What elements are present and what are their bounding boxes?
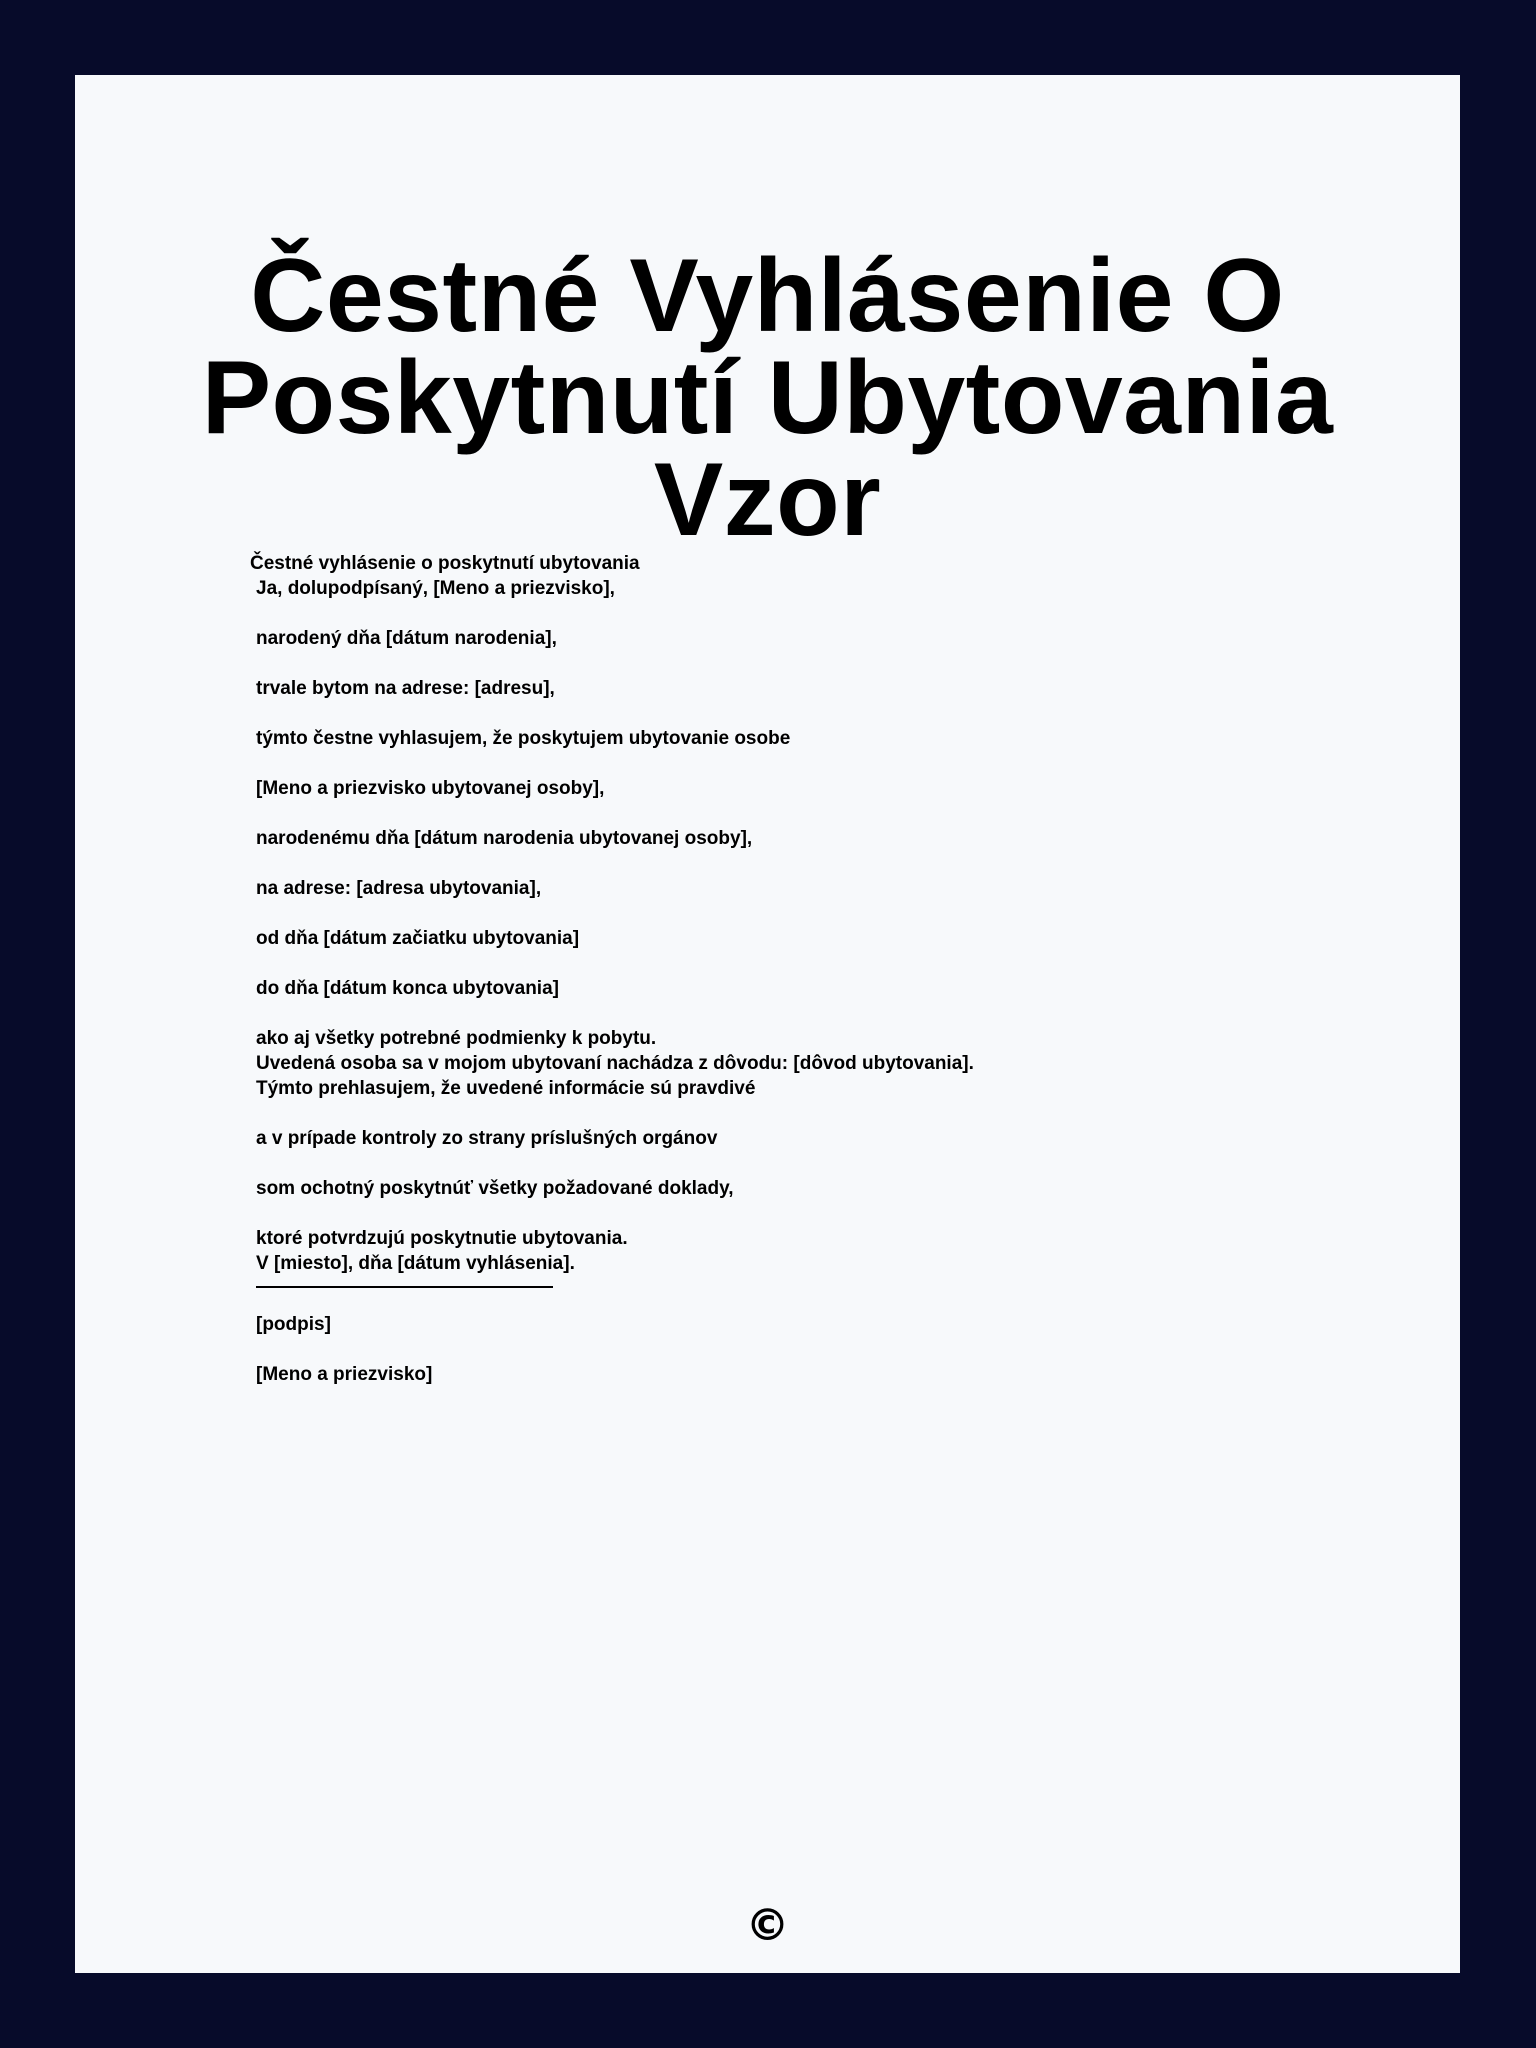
declaration-line: trvale bytom na adrese: [adresu],: [256, 678, 555, 699]
declaration-line: ako aj všetky potrebné podmienky k pobytu.: [256, 1028, 657, 1049]
page-title: [75, 238, 1460, 558]
declaration-body: [250, 551, 1310, 1387]
declaration-line: na adrese: [adresa ubytovania],: [256, 878, 542, 899]
declaration-line: [Meno a priezvisko ubytovanej osoby],: [256, 778, 605, 799]
declaration-line: narodený dňa [dátum narodenia],: [256, 628, 557, 649]
declaration-line: narodenému dňa [dátum narodenia ubytovanej osoby],: [256, 828, 753, 849]
declaration-line: a v prípade kontroly zo strany príslušných orgánov: [256, 1128, 718, 1149]
place-date-line: V [miesto], dňa [dátum vyhlásenia].: [256, 1253, 575, 1274]
signature-placeholder: [podpis]: [256, 1314, 331, 1335]
declaration-line: do dňa [dátum konca ubytovania]: [256, 978, 559, 999]
document-page: [75, 75, 1460, 1973]
declaration-line: som ochotný poskytnúť všetky požadované doklady,: [256, 1178, 734, 1199]
declaration-line: týmto čestne vyhlasujem, že poskytujem ubytovanie osobe: [256, 728, 791, 749]
declaration-line: Ja, dolupodpísaný, [Meno a priezvisko],: [256, 578, 615, 599]
declaration-line: Uvedená osoba sa v mojom ubytovaní nachádza z dôvodu: [dôvod ubytovania].: [256, 1053, 974, 1074]
page-title-line-2: Poskytnutí Ubytovania Vzor: [201, 340, 1334, 558]
declaration-line: od dňa [dátum začiatku ubytovania]: [256, 928, 580, 949]
page-title-line-1: Čestné Vyhlásenie O: [250, 238, 1285, 354]
signature-rule: [256, 1286, 553, 1288]
copyright-icon: ©: [745, 1900, 790, 1951]
declaration-heading: Čestné vyhlásenie o poskytnutí ubytovania: [250, 553, 640, 574]
declaration-line: Týmto prehlasujem, že uvedené informácie sú pravdivé: [256, 1078, 756, 1099]
signer-name: [Meno a priezvisko]: [256, 1364, 433, 1385]
declaration-line: ktoré potvrdzujú poskytnutie ubytovania.: [256, 1228, 628, 1249]
